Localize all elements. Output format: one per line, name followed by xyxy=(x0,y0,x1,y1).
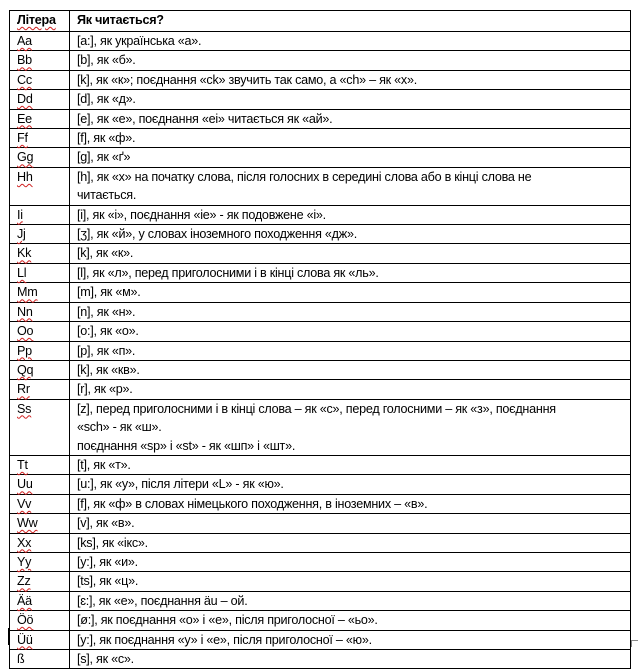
pronunciation-line: [e], як «е», поєднання «ei» читається як «ай». xyxy=(77,111,333,126)
pronunciation-line: [r], як «р». xyxy=(77,382,133,397)
pronunciation-line: [u:], як «у», після літери «L» - як «ю». xyxy=(77,477,284,492)
pronunciation-line: «sch» - як «ш». xyxy=(77,420,162,435)
table-row xyxy=(10,129,631,148)
letter-text: Yy xyxy=(17,554,32,569)
pronunciation-line: [ø:], як поєднання «о» і «е», після приголосної – «ьо». xyxy=(77,613,378,628)
table-row xyxy=(10,475,631,494)
letter-cell xyxy=(10,630,70,649)
pronunciation-cell xyxy=(70,167,631,205)
pronunciation-cell xyxy=(70,380,631,399)
pronunciation-cell xyxy=(70,514,631,533)
pronunciation-cell xyxy=(70,399,631,455)
pronunciation-line: [h], як «х» на початку слова, після голосних в середині слова або в кінці слова не xyxy=(77,169,532,184)
letter-cell xyxy=(10,591,70,610)
pronunciation-cell xyxy=(70,552,631,571)
pronunciation-cell xyxy=(70,283,631,302)
letter-text: Jj xyxy=(17,227,26,242)
letter-text: Tt xyxy=(17,457,28,472)
letter-cell xyxy=(10,225,70,244)
letter-cell xyxy=(10,494,70,513)
pronunciation-line: [ks], як «ікс». xyxy=(77,535,148,550)
table-row xyxy=(10,399,631,455)
letter-text: Dd xyxy=(17,92,33,107)
pronunciation-line: [b], як «б». xyxy=(77,53,136,68)
table-row xyxy=(10,225,631,244)
letter-cell xyxy=(10,650,70,669)
pronunciation-line: [a:], як українська «а». xyxy=(77,34,202,48)
table-row xyxy=(10,552,631,571)
table-row xyxy=(10,205,631,224)
letter-cell xyxy=(10,399,70,455)
letter-cell xyxy=(10,32,70,51)
table-row xyxy=(10,650,631,669)
pronunciation-cell xyxy=(70,302,631,321)
letter-cell xyxy=(10,322,70,341)
pronunciation-line: [t], як «т». xyxy=(77,457,131,472)
pronunciation-cell xyxy=(70,591,631,610)
letter-cell xyxy=(10,360,70,379)
pronunciation-line: [y:], як «и». xyxy=(77,554,138,569)
pronunciation-line: [k], як «кв». xyxy=(77,362,140,377)
pronunciation-line: [f], як «ф» в словах німецького походження, в іноземних – «в». xyxy=(77,496,428,511)
pronunciation-cell xyxy=(70,70,631,89)
pronunciation-cell xyxy=(70,90,631,109)
pronunciation-line: [ɛ:], як «е», поєднання äu – ой. xyxy=(77,593,248,608)
pronunciation-cell xyxy=(70,650,631,669)
pronunciation-cell xyxy=(70,32,631,51)
letter-cell xyxy=(10,283,70,302)
table-row xyxy=(10,32,631,51)
letter-cell xyxy=(10,475,70,494)
pronunciation-cell xyxy=(70,205,631,224)
table-row xyxy=(10,90,631,109)
letter-text: Hh xyxy=(17,169,33,184)
pronunciation-line: [s], як «с». xyxy=(77,652,134,666)
pronunciation-cell xyxy=(70,533,631,552)
letter-cell xyxy=(10,263,70,282)
pronunciation-line: [g], як «ґ» xyxy=(77,150,131,165)
pronunciation-line: [m], як «м». xyxy=(77,285,141,300)
table-row xyxy=(10,514,631,533)
table-row xyxy=(10,109,631,128)
table-row xyxy=(10,322,631,341)
pronunciation-line: [o:], як «о». xyxy=(77,324,139,339)
letter-text: Pp xyxy=(17,343,32,358)
table-row xyxy=(10,591,631,610)
letter-text: Oo xyxy=(17,324,34,339)
pronunciation-line: [d], як «д». xyxy=(77,92,136,107)
pronunciation-cell xyxy=(70,360,631,379)
letter-text: Üü xyxy=(17,632,33,647)
pronunciation-line: [y:], як поєднання «у» і «е», після приголосної – «ю». xyxy=(77,632,372,647)
letter-text: Aa xyxy=(17,34,32,48)
letter-text: Ss xyxy=(17,401,32,416)
pronunciation-line: [ts], як «ц». xyxy=(77,574,139,589)
letter-text: Kk xyxy=(17,246,32,261)
pronunciation-line: [f], як «ф». xyxy=(77,131,136,146)
letter-cell xyxy=(10,341,70,360)
letter-text: Vv xyxy=(17,496,32,511)
pronunciation-line: [p], як «п». xyxy=(77,343,136,358)
letter-cell xyxy=(10,70,70,89)
letter-text: Uu xyxy=(17,477,33,492)
table-row xyxy=(10,263,631,282)
letter-text: Ll xyxy=(17,265,27,280)
letter-text: Cc xyxy=(17,72,32,87)
letter-cell xyxy=(10,611,70,630)
table-row xyxy=(10,611,631,630)
pronunciation-cell xyxy=(70,322,631,341)
table-row xyxy=(10,533,631,552)
pronunciation-cell xyxy=(70,455,631,474)
pronunciation-cell xyxy=(70,630,631,649)
letter-text: Gg xyxy=(17,150,34,165)
letter-text: Xx xyxy=(17,535,32,550)
pronunciation-line: [k], як «к». xyxy=(77,246,134,261)
pronunciation-line: [ʒ], як «й», у словах іноземного походження «дж». xyxy=(77,227,357,242)
letter-cell xyxy=(10,514,70,533)
pronunciation-cell xyxy=(70,244,631,263)
table-row xyxy=(10,380,631,399)
table-row xyxy=(10,455,631,474)
table-row xyxy=(10,148,631,167)
letter-cell xyxy=(10,51,70,70)
letter-cell xyxy=(10,572,70,591)
letter-cell xyxy=(10,205,70,224)
table-row xyxy=(10,302,631,321)
pronunciation-cell xyxy=(70,494,631,513)
pronunciation-cell xyxy=(70,109,631,128)
pronunciation-cell xyxy=(70,148,631,167)
letter-text: Ff xyxy=(17,131,28,146)
letter-cell xyxy=(10,129,70,148)
pronunciation-line: [i], як «і», поєднання «ie» - як подовжене «і». xyxy=(77,207,326,222)
letter-text: Bb xyxy=(17,53,32,68)
pronunciation-cell xyxy=(70,475,631,494)
table-row xyxy=(10,572,631,591)
letter-text: Mm xyxy=(17,285,38,300)
pronunciation-line: [z], перед приголосними і в кінці слова – як «с», перед голосними – як «з», поєднання xyxy=(77,401,556,416)
pronunciation-cell xyxy=(70,572,631,591)
pronunciation-line: читається. xyxy=(77,188,137,203)
pronunciation-line: [k], як «к»; поєднання «ck» звучить так само, а «ch» – як «х». xyxy=(77,72,417,87)
letter-cell xyxy=(10,302,70,321)
letter-text: Ww xyxy=(17,516,38,531)
letter-text: Ee xyxy=(17,111,32,126)
table-row xyxy=(10,51,631,70)
pronunciation-line: [v], як «в». xyxy=(77,516,135,531)
pronunciation-cell xyxy=(70,341,631,360)
table-row xyxy=(10,167,631,205)
letter-text: Öö xyxy=(17,613,34,628)
letter-text: ß xyxy=(17,652,25,666)
letter-cell xyxy=(10,380,70,399)
letter-cell xyxy=(10,90,70,109)
table-row xyxy=(10,244,631,263)
pronunciation-cell xyxy=(70,225,631,244)
table-row xyxy=(10,70,631,89)
table-row xyxy=(10,360,631,379)
letter-text: Qq xyxy=(17,362,34,377)
pronunciation-line: поєднання «sp» і «st» - як «шп» і «шт». xyxy=(77,438,296,453)
letter-cell xyxy=(10,148,70,167)
pronunciation-line: [n], як «н». xyxy=(77,304,136,319)
header-pronunciation: Як читається? xyxy=(70,11,631,32)
letter-cell xyxy=(10,552,70,571)
pronunciation-cell xyxy=(70,129,631,148)
letter-cell xyxy=(10,455,70,474)
pronunciation-cell xyxy=(70,611,631,630)
letter-cell xyxy=(10,533,70,552)
table-header-row xyxy=(10,11,631,32)
letter-cell xyxy=(10,244,70,263)
letter-cell xyxy=(10,167,70,205)
letter-text: Ää xyxy=(17,593,32,608)
table-row xyxy=(10,341,631,360)
letter-text: Nn xyxy=(17,304,33,319)
table-row xyxy=(10,283,631,302)
table-row xyxy=(10,494,631,513)
pronunciation-cell xyxy=(70,51,631,70)
table-row xyxy=(10,630,631,649)
pronunciation-table xyxy=(9,10,631,669)
letter-text: Ii xyxy=(17,207,23,222)
header-letter: Літера xyxy=(10,11,70,32)
letter-text: Rr xyxy=(17,382,30,397)
pronunciation-cell xyxy=(70,263,631,282)
letter-cell xyxy=(10,109,70,128)
page-corner-mark xyxy=(631,640,638,647)
letter-text: Zz xyxy=(17,574,31,589)
pronunciation-line: [l], як «л», перед приголосними і в кінці слова як «ль». xyxy=(77,265,379,280)
